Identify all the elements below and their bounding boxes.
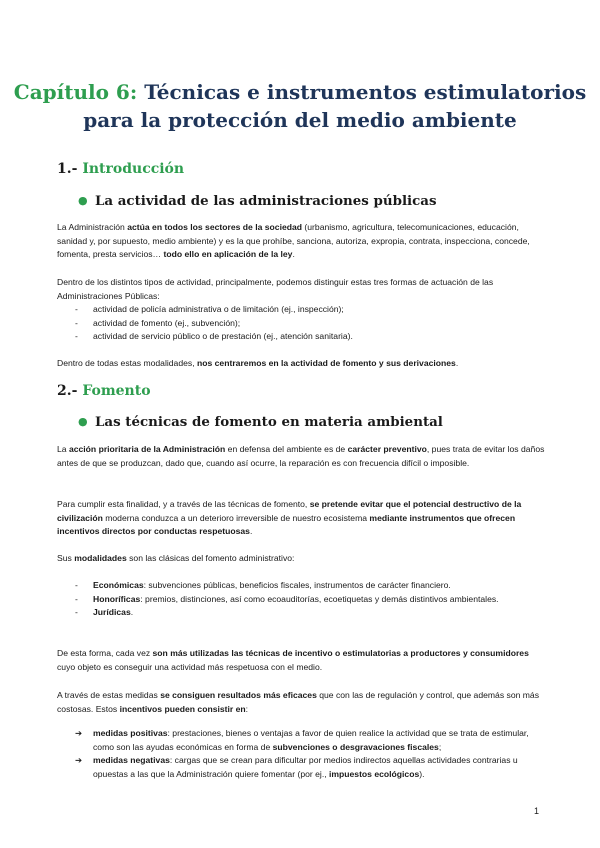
text-run: ; xyxy=(438,741,442,752)
modalities-list xyxy=(75,579,545,620)
page-number: 1 xyxy=(534,806,540,816)
list-item-term: medidas negativas xyxy=(93,755,170,765)
text-run: que con las de regulación y control, que además son más costosas. Estos xyxy=(57,690,539,714)
text-run: La Administración xyxy=(57,222,128,232)
section-name: Fomento xyxy=(82,383,151,399)
subsection-label: La actividad de las administraciones públicas xyxy=(95,193,437,209)
text-run: son las clásicas del fomento administrativo: xyxy=(126,553,295,563)
list-item xyxy=(75,754,545,781)
text-run: . xyxy=(249,526,253,536)
list-item-text: : premios, distinciones, así como ecoauditorías, ecoetiquetas y demás distintivos ambientales. xyxy=(140,593,499,604)
text-run: A través de estas medidas xyxy=(57,690,161,700)
subsection-label: Las técnicas de fomento en materia ambiental xyxy=(95,414,443,430)
dash-marker: - xyxy=(75,317,78,328)
bold-run: acción prioritaria de la Administración xyxy=(68,444,226,454)
chapter-title-line1: Técnicas e instrumentos estimulatorios xyxy=(144,80,587,104)
list-item-text: . xyxy=(130,607,134,617)
incentive-list xyxy=(75,727,545,781)
text-run: moderna conduzca a un deterioro irreversible de nuestro ecosistema xyxy=(102,512,370,523)
chapter-title xyxy=(0,78,600,134)
list-item xyxy=(75,727,545,754)
arrow-right-icon: ➔ xyxy=(75,728,83,738)
text-run: . xyxy=(292,249,295,259)
list-item-term: Jurídicas xyxy=(93,607,131,617)
bold-run: incentivos pueden consistir en xyxy=(119,703,246,714)
intro-paragraph-1 xyxy=(57,221,547,262)
bullet-icon: ● xyxy=(78,194,88,207)
list-item-text: : prestaciones, bienes o ventajas a favor de quien realice la actividad que se trata de estimular, como son las ayudas económicas en forma de xyxy=(93,728,529,752)
bold-run: subvenciones o desgravaciones fiscales xyxy=(272,741,439,752)
fomento-paragraph-3 xyxy=(57,552,547,566)
bold-run: mediante instrumentos que ofrecen incentivos directos por conductas respetuosas xyxy=(57,512,516,536)
list-item-term: medidas positivas xyxy=(93,728,168,738)
bold-run: son más utilizadas las técnicas de incentivo o estimulatorias a productores y consumidores xyxy=(152,648,529,658)
list-item-text: actividad de fomento (ej., subvención); xyxy=(93,317,241,328)
fomento-paragraph-2 xyxy=(57,498,547,539)
bold-run: se consiguen resultados más eficaces xyxy=(160,690,317,700)
dash-marker: - xyxy=(75,331,78,341)
dash-marker: - xyxy=(75,304,78,314)
bold-run: actúa en todos los sectores de la sociedad xyxy=(127,222,303,232)
dash-marker: - xyxy=(75,580,78,590)
list-item xyxy=(75,330,545,344)
text-run: (urbanismo, agricultura, telecomunicaciones, educación, sanidad y, por supuesto, medio ambiente) y es la que prohíbe, sanciona, autoriza, expropia, contrata, inspecciona, concede, fomenta, presta servicios… xyxy=(57,222,530,259)
text-run: Dentro de todas estas modalidades, xyxy=(57,358,197,368)
section-number: 1.- xyxy=(57,161,78,177)
list-item xyxy=(75,317,545,331)
text-run: : xyxy=(245,703,249,714)
list-item xyxy=(75,303,545,317)
bold-run: modalidades xyxy=(74,553,127,563)
bold-run: se pretende evitar que el potencial destructivo de la civilización xyxy=(57,499,522,523)
section-heading-fomento xyxy=(57,383,151,399)
chapter-prefix: Capítulo 6: xyxy=(13,80,138,104)
fomento-paragraph-4 xyxy=(57,647,547,674)
arrow-right-icon: ➔ xyxy=(75,755,83,765)
list-item-term: Económicas xyxy=(93,580,144,590)
list-item xyxy=(75,593,545,607)
intro-paragraph-2: Dentro de los distintos tipos de actividad, principalmente, podemos distinguir estas tres formas de actuación de las Administraciones Públicas: xyxy=(57,277,494,301)
section-heading-introduccion xyxy=(57,161,184,177)
text-run: ). xyxy=(419,768,425,779)
fomento-paragraph-1 xyxy=(57,443,547,470)
text-run: . xyxy=(455,358,459,368)
list-item-text: : subvenciones públicas, beneficios fiscales, instrumentos de carácter financiero. xyxy=(143,580,451,590)
list-item xyxy=(75,606,545,620)
list-item-text: : cargas que se crean para dificultar por medios indirectos aquellas actividades contrarias u opuestas a las que la Administración quiere fomentar (por ej., xyxy=(93,755,518,779)
list-item-term: Honoríficas xyxy=(93,593,141,604)
bold-run: carácter preventivo xyxy=(347,444,427,454)
bold-run: nos centraremos en la actividad de fomento y sus derivaciones xyxy=(196,358,456,368)
dash-marker: - xyxy=(75,593,78,604)
intro-paragraph-3 xyxy=(57,357,547,371)
fomento-paragraph-5 xyxy=(57,689,547,716)
text-run: , pues trata de evitar los daños antes de que se produzcan, dado que, cuando así ocurre, la reparación es con frecuencia difícil o imposible. xyxy=(57,444,545,468)
text-run: Sus xyxy=(57,553,75,563)
list-item-text: actividad de servicio público o de prestación (ej., atención sanitaria). xyxy=(93,331,353,341)
text-run: Para cumplir esta finalidad, y a través de las técnicas de fomento, xyxy=(57,499,310,509)
text-run: De esta forma, cada vez xyxy=(57,648,153,658)
list-item-text: actividad de policía administrativa o de limitación (ej., inspección); xyxy=(93,304,344,314)
text-run: cuyo objeto es conseguir una actividad más respetuosa con el medio. xyxy=(57,661,323,672)
bullet-icon: ● xyxy=(78,415,88,428)
section-number: 2.- xyxy=(57,383,78,399)
list-item xyxy=(75,579,545,593)
chapter-title-line2: para la protección del medio ambiente xyxy=(83,108,517,132)
bold-run: impuestos ecológicos xyxy=(328,768,420,779)
text-run: La xyxy=(57,444,69,454)
text-run: en defensa del ambiente es de xyxy=(225,444,348,454)
dash-marker: - xyxy=(75,607,78,617)
section-name: Introducción xyxy=(82,161,185,177)
bold-run: todo ello en aplicación de la ley xyxy=(163,249,293,259)
activity-list xyxy=(75,303,545,344)
